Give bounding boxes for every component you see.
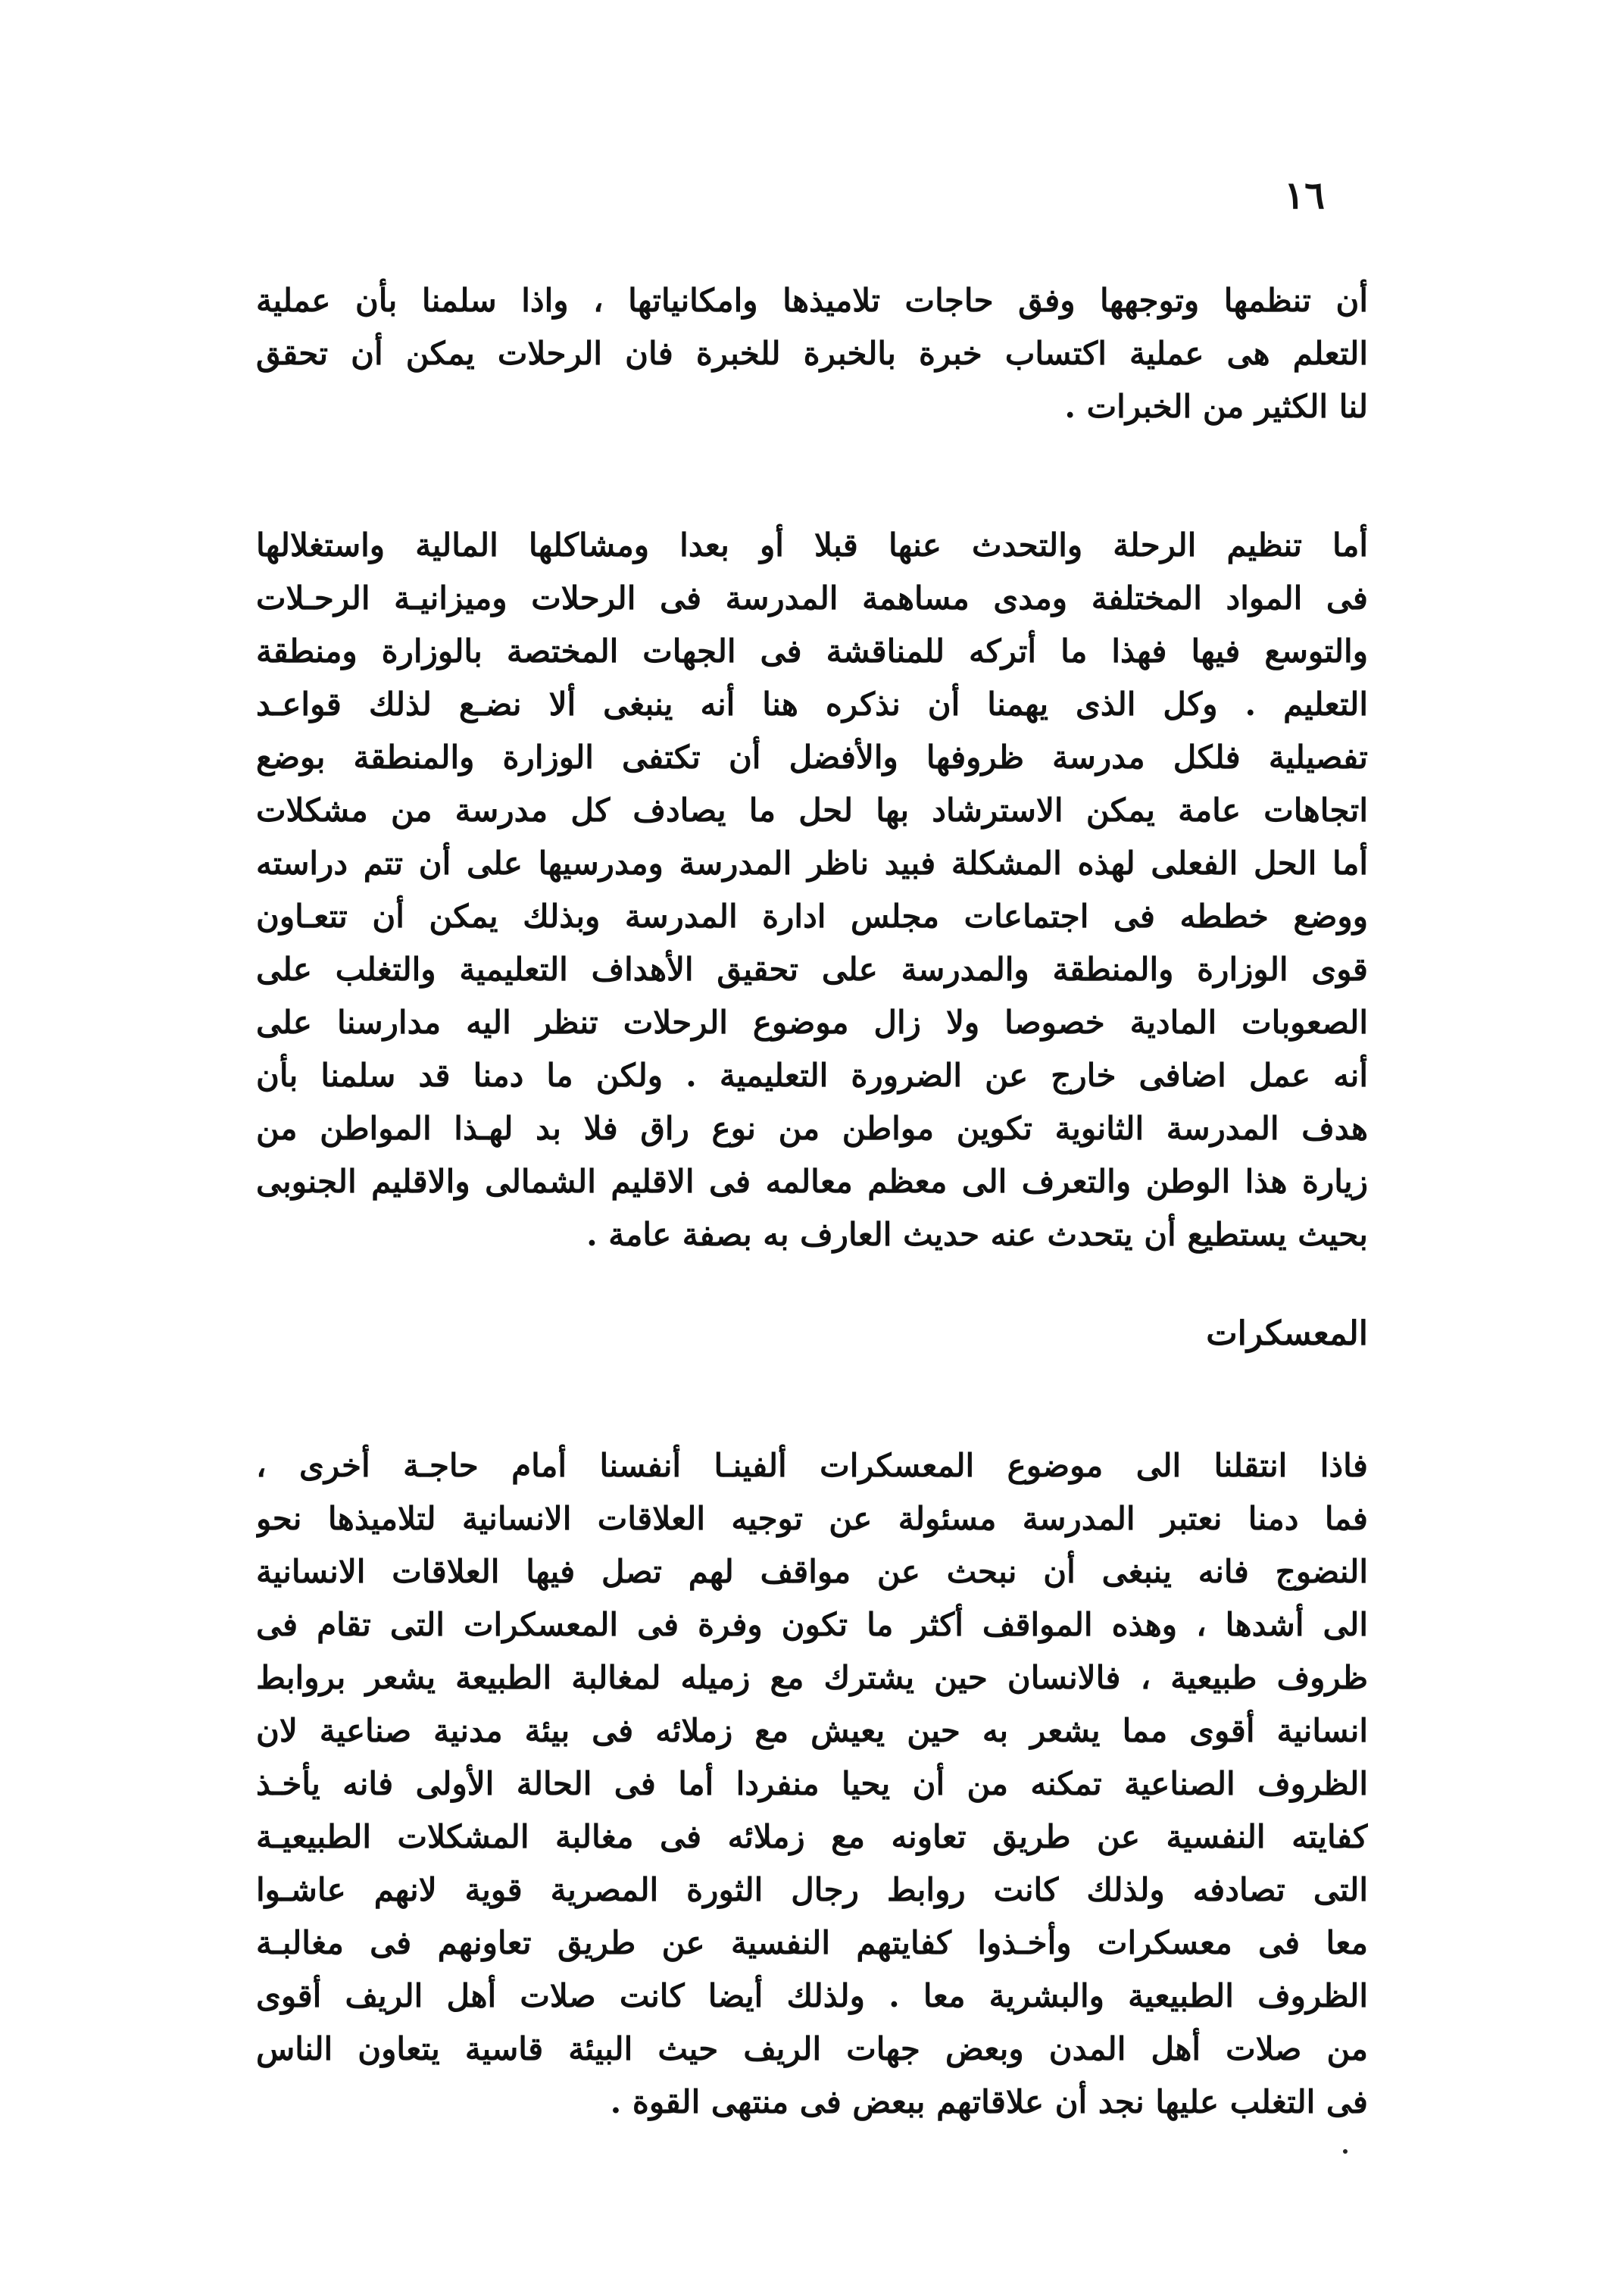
text-line: فاذا انتقلنا الى موضوع المعسكرات ألفينـا أنفسنا أمام حاجـة أخرى ، <box>256 1447 1368 1484</box>
text-line: كفايته النفسية عن طريق تعاونه مع زملائه فى مغالبة المشكلات الطبيعيـة <box>256 1818 1368 1855</box>
text-line: قوى الوزارة والمنطقة والمدرسة على تحقيق الأهداف التعليمية والتغلب على <box>256 951 1368 988</box>
text-line: معا فى معسكرات وأخـذوا كفايتهم النفسية عن طريق تعاونهم فى مغالبـة <box>256 1924 1368 1961</box>
text-line: انسانية أقوى مما يشعر به حين يعيش مع زملائه فى بيئة مدنية صناعية لان <box>256 1712 1368 1749</box>
scan-speck <box>1343 2149 1348 2154</box>
paragraph-trips-organization <box>256 519 1368 1261</box>
text-line: فى التغلب عليها نجد أن علاقاتهم ببعض فى منتهى القوة . <box>610 2083 1368 2120</box>
text-line: فما دمنا نعتبر المدرسة مسئولة عن توجيه العلاقات الانسانية لتلاميذها نحو <box>256 1500 1368 1537</box>
text-line: ظروف طبيعية ، فالانسان حين يشترك مع زميله لمغالبة الطبيعة يشعر بروابط <box>256 1659 1368 1696</box>
text-line: الظروف الصناعية تمكنه من أن يحيا منفردا أما فى الحالة الأولى فانه يأخـذ <box>256 1765 1368 1802</box>
paragraph-camps <box>256 1439 1368 2129</box>
text-line: ووضع خططه فى اجتماعات مجلس ادارة المدرسة وبذلك يمكن أن تتعـاون <box>256 898 1368 935</box>
text-line: النضوج فانه ينبغى أن نبحث عن مواقف لهم تصل فيها العلاقات الانسانية <box>256 1553 1368 1590</box>
text-line: التعلم هى عملية اكتساب خبرة بالخبرة للخبرة فان الرحلات يمكن أن تحقق <box>256 335 1368 372</box>
text-line: والتوسع فيها فهذا ما أتركه للمناقشة فى الجهات المختصة بالوزارة ومنطقة <box>256 633 1368 670</box>
section-heading: المعسكرات <box>1206 1314 1368 1353</box>
text-line: أما تنظيم الرحلة والتحدث عنها قبلا أو بعدا ومشاكلها المالية واستغلالها <box>256 526 1368 564</box>
text-line: التى تصادفه ولذلك كانت روابط رجال الثورة المصرية قوية لانهم عاشـوا <box>256 1871 1368 1908</box>
text-line: بحيث يستطيع أن يتحدث عنه حديث العارف به بصفة عامة . <box>586 1216 1368 1253</box>
text-line: التعليم . وكل الذى يهمنا أن نذكره هنا أنه ينبغى ألا نضـع لذلك قواعـد <box>256 686 1368 723</box>
text-line: لنا الكثير من الخبرات . <box>1064 388 1368 425</box>
text-line: اتجاهات عامة يمكن الاسترشاد بها لحل ما يصادف كل مدرسة من مشكلات <box>256 792 1368 829</box>
text-line: أنه عمل اضافى خارج عن الضرورة التعليمية . ولكن ما دمنا قد سلمنا بأن <box>256 1057 1368 1094</box>
text-line: الظروف الطبيعية والبشرية معا . ولذلك أيضا كانت صلات أهل الريف أقوى <box>256 1977 1368 2014</box>
page-number: ١٦ <box>1284 173 1325 217</box>
text-line: زيارة هذا الوطن والتعرف الى معظم معالمه فى الاقليم الشمالى والاقليم الجنوبى <box>256 1163 1368 1200</box>
paragraph-trips-benefits <box>256 274 1368 433</box>
text-line: الصعوبات المادية خصوصا ولا زال موضوع الرحلات تنظر اليه مدارسنا على <box>256 1004 1368 1041</box>
text-line: من صلات أهل المدن وبعض جهات الريف حيث البيئة قاسية يتعاون الناس <box>256 2030 1368 2067</box>
text-line: هدف المدرسة الثانوية تكوين مواطن من نوع راق فلا بد لهـذا المواطن من <box>256 1110 1368 1147</box>
text-line: فى المواد المختلفة ومدى مساهمة المدرسة فى الرحلات وميزانيـة الرحـلات <box>256 580 1368 617</box>
text-line: تفصيلية فلكل مدرسة ظروفها والأفضل أن تكتفى الوزارة والمنطقة بوضع <box>256 739 1368 776</box>
text-line: أما الحل الفعلى لهذه المشكلة فبيد ناظر المدرسة ومدرسيها على أن تتم دراسته <box>256 845 1368 882</box>
text-line: الى أشدها ، وهذه المواقف أكثر ما تكون وفرة فى المعسكرات التى تقام فى <box>256 1606 1368 1643</box>
text-line: أن تنظمها وتوجهها وفق حاجات تلاميذها وامكانياتها ، واذا سلمنا بأن عملية <box>256 282 1368 319</box>
